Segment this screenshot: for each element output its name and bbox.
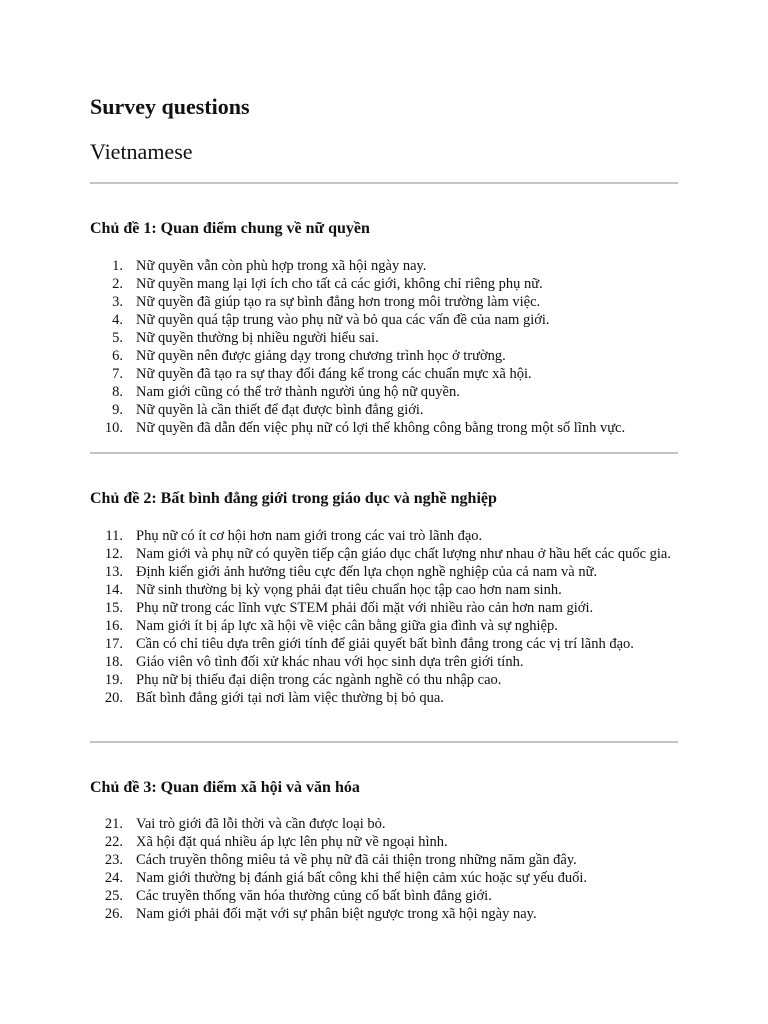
question-item bbox=[90, 563, 680, 581]
question-text: Phụ nữ trong các lĩnh vực STEM phải đối mặt với nhiều rào cản hơn nam giới. bbox=[136, 600, 594, 616]
question-text: Nữ quyền đã giúp tạo ra sự bình đẳng hơn trong môi trường làm việc. bbox=[136, 294, 541, 310]
question-text: Giáo viên vô tình đối xử khác nhau với học sinh dựa trên giới tính. bbox=[136, 654, 524, 670]
question-number: 12. bbox=[104, 546, 123, 562]
question-item bbox=[90, 275, 680, 293]
question-text: Nữ quyền vẫn còn phù hợp trong xã hội ngày nay. bbox=[136, 258, 427, 274]
question-item bbox=[90, 869, 680, 887]
document-title: Survey questions bbox=[90, 94, 250, 119]
section-1-question-list bbox=[90, 257, 680, 437]
section-1-title: Chủ đề 1: Quan điểm chung về nữ quyền bbox=[90, 220, 370, 237]
question-item bbox=[90, 599, 680, 617]
question-number: 17. bbox=[104, 636, 123, 652]
question-number: 18. bbox=[104, 654, 123, 670]
question-item bbox=[90, 617, 680, 635]
question-number: 19. bbox=[104, 672, 123, 688]
question-number: 20. bbox=[104, 690, 123, 706]
question-item bbox=[90, 293, 680, 311]
question-item bbox=[90, 851, 680, 869]
question-text: Nam giới và phụ nữ có quyền tiếp cận giáo dục chất lượng như nhau ở hầu hết các quốc gia. bbox=[136, 546, 671, 562]
question-item bbox=[90, 905, 680, 923]
question-item bbox=[90, 689, 680, 707]
question-item bbox=[90, 653, 680, 671]
question-text: Nam giới phải đối mặt với sự phân biệt ngược trong xã hội ngày nay. bbox=[136, 906, 537, 922]
question-text: Các truyền thống văn hóa thường củng cố bất bình đẳng giới. bbox=[136, 888, 492, 904]
question-text: Nữ sinh thường bị kỳ vọng phải đạt tiêu chuẩn học tập cao hơn nam sinh. bbox=[136, 582, 562, 598]
question-number: 26. bbox=[104, 906, 123, 922]
question-number: 6. bbox=[112, 348, 123, 364]
question-text: Xã hội đặt quá nhiều áp lực lên phụ nữ về ngoại hình. bbox=[136, 834, 448, 850]
document-subtitle: Vietnamese bbox=[90, 139, 193, 164]
question-item bbox=[90, 527, 680, 545]
question-number: 8. bbox=[112, 384, 123, 400]
section-2-question-list bbox=[90, 527, 680, 707]
question-item bbox=[90, 815, 680, 833]
question-number: 4. bbox=[112, 312, 123, 328]
question-text: Cần có chỉ tiêu dựa trên giới tính để giải quyết bất bình đẳng trong các vị trí lãnh đạo. bbox=[136, 636, 634, 652]
question-number: 14. bbox=[104, 582, 123, 598]
question-item bbox=[90, 671, 680, 689]
section-3-question-list bbox=[90, 815, 680, 923]
divider bbox=[90, 452, 678, 454]
question-item bbox=[90, 347, 680, 365]
question-item bbox=[90, 887, 680, 905]
question-item bbox=[90, 365, 680, 383]
divider bbox=[90, 182, 678, 184]
question-text: Vai trò giới đã lỗi thời và cần được loại bỏ. bbox=[136, 816, 386, 832]
divider bbox=[90, 741, 678, 743]
question-text: Nam giới ít bị áp lực xã hội về việc cân bằng giữa gia đình và sự nghiệp. bbox=[136, 618, 558, 634]
question-item bbox=[90, 635, 680, 653]
question-text: Cách truyền thông miêu tả về phụ nữ đã cải thiện trong những năm gần đây. bbox=[136, 852, 577, 868]
question-text: Bất bình đẳng giới tại nơi làm việc thường bị bỏ qua. bbox=[136, 690, 444, 706]
question-number: 22. bbox=[104, 834, 123, 850]
section-3-title: Chủ đề 3: Quan điểm xã hội và văn hóa bbox=[90, 779, 360, 796]
question-item bbox=[90, 833, 680, 851]
question-text: Nam giới thường bị đánh giá bất công khi thể hiện cảm xúc hoặc sự yếu đuối. bbox=[136, 870, 588, 886]
question-number: 10. bbox=[104, 420, 123, 436]
question-text: Nữ quyền thường bị nhiều người hiểu sai. bbox=[136, 330, 379, 346]
question-number: 7. bbox=[112, 366, 123, 382]
question-number: 9. bbox=[112, 402, 123, 418]
question-text: Nữ quyền mang lại lợi ích cho tất cả các giới, không chỉ riêng phụ nữ. bbox=[136, 276, 543, 292]
question-item bbox=[90, 311, 680, 329]
question-number: 1. bbox=[112, 258, 123, 274]
question-text: Phụ nữ có ít cơ hội hơn nam giới trong các vai trò lãnh đạo. bbox=[136, 528, 483, 544]
question-number: 13. bbox=[104, 564, 123, 580]
question-text: Nữ quyền nên được giảng dạy trong chương trình học ở trường. bbox=[136, 348, 506, 364]
question-item bbox=[90, 329, 680, 347]
question-item bbox=[90, 581, 680, 599]
question-number: 3. bbox=[112, 294, 123, 310]
question-number: 15. bbox=[104, 600, 123, 616]
question-number: 2. bbox=[112, 276, 123, 292]
question-text: Phụ nữ bị thiếu đại diện trong các ngành nghề có thu nhập cao. bbox=[136, 672, 502, 688]
question-number: 21. bbox=[104, 816, 123, 832]
question-item bbox=[90, 383, 680, 401]
question-text: Nữ quyền quá tập trung vào phụ nữ và bỏ qua các vấn đề của nam giới. bbox=[136, 312, 550, 328]
section-2-title: Chủ đề 2: Bất bình đẳng giới trong giáo dục và nghề nghiệp bbox=[90, 490, 497, 507]
question-number: 11. bbox=[105, 528, 123, 544]
question-text: Nữ quyền đã dẫn đến việc phụ nữ có lợi thế không công bằng trong một số lĩnh vực. bbox=[136, 420, 626, 436]
question-number: 24. bbox=[104, 870, 123, 886]
question-text: Nam giới cũng có thể trở thành người ủng hộ nữ quyền. bbox=[136, 384, 460, 400]
question-item bbox=[90, 545, 680, 563]
question-number: 25. bbox=[104, 888, 123, 904]
question-number: 23. bbox=[104, 852, 123, 868]
question-text: Nữ quyền đã tạo ra sự thay đổi đáng kể trong các chuẩn mực xã hội. bbox=[136, 366, 532, 382]
question-text: Nữ quyền là cần thiết để đạt được bình đẳng giới. bbox=[136, 402, 424, 418]
question-number: 16. bbox=[104, 618, 123, 634]
question-text: Định kiến giới ảnh hưởng tiêu cực đến lựa chọn nghề nghiệp của cả nam và nữ. bbox=[136, 564, 598, 580]
question-item bbox=[90, 401, 680, 419]
question-item bbox=[90, 257, 680, 275]
question-number: 5. bbox=[112, 330, 123, 346]
question-item bbox=[90, 419, 680, 437]
